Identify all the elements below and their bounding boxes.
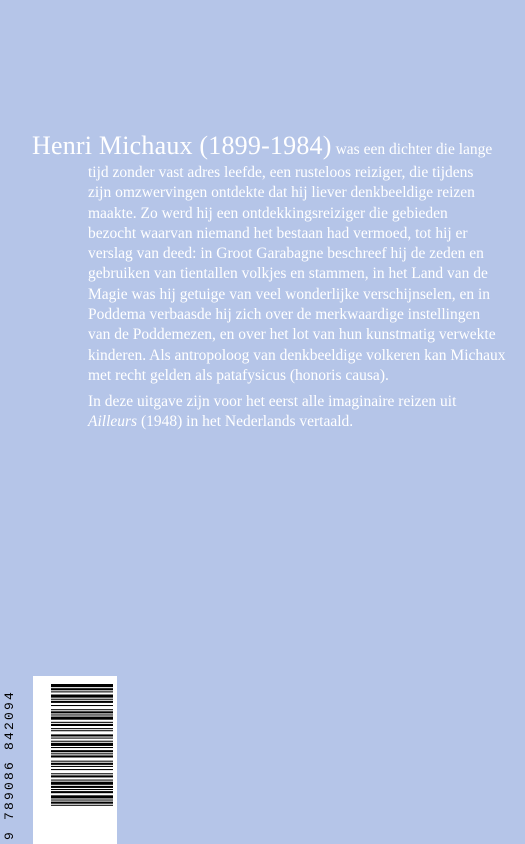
blurb-line: van de Poddemezen, en over het lot van hun kunstmatig verwekte xyxy=(88,326,496,344)
edition-note xyxy=(88,392,456,433)
isbn-digits: 9 789086 842094 xyxy=(2,689,17,840)
blurb-body xyxy=(32,163,506,386)
blurb-line: met recht gelden als patafysicus (honoris causa). xyxy=(88,366,389,384)
blurb-paragraph xyxy=(32,131,506,386)
original-year: (1948) xyxy=(140,413,183,431)
blurb-line: verslag van deed: in Groot Garabagne beschreef hij de zeden en xyxy=(88,245,484,263)
original-title: Ailleurs xyxy=(88,413,138,431)
blurb-line: tijd zonder vast adres leefde, een rusteloos reiziger, die tijdens xyxy=(88,164,474,181)
blurb-first-line-rest: was een dichter die lange xyxy=(335,141,493,158)
blurb-line: zijn omzwervingen ontdekte dat hij liever denkbeeldige reizen xyxy=(88,184,475,202)
edition-line-2 xyxy=(88,412,456,432)
edition-line-2-rest: in het Nederlands vertaald. xyxy=(186,413,354,431)
barcode-icon xyxy=(33,676,117,844)
blurb-first-line xyxy=(32,131,493,163)
edition-line-1: In deze uitgave zijn voor het eerst alle imaginaire reizen uit xyxy=(88,393,457,410)
blurb-line: gebruiken van tientallen volkjes en stammen, in het Land van de xyxy=(88,265,488,283)
blurb-line: Poddema verbaasde hij zich over de merkwaardige instellingen xyxy=(88,306,481,324)
barcode-panel xyxy=(33,676,117,844)
blurb-line: Magie was hij getuige van veel wonderlijke verschijnselen, en in xyxy=(88,285,491,303)
blurb-line: kinderen. Als antropoloog van denkbeeldige volkeren kan Michaux xyxy=(88,346,506,364)
blurb-line: maakte. Zo werd hij een ontdekkingsreiziger die gebieden xyxy=(88,204,448,222)
blurb-line: bezocht waarvan niemand het bestaan had vermoed, tot hij er xyxy=(88,224,468,242)
author-name: Henri Michaux (1899-1984) xyxy=(32,131,332,160)
